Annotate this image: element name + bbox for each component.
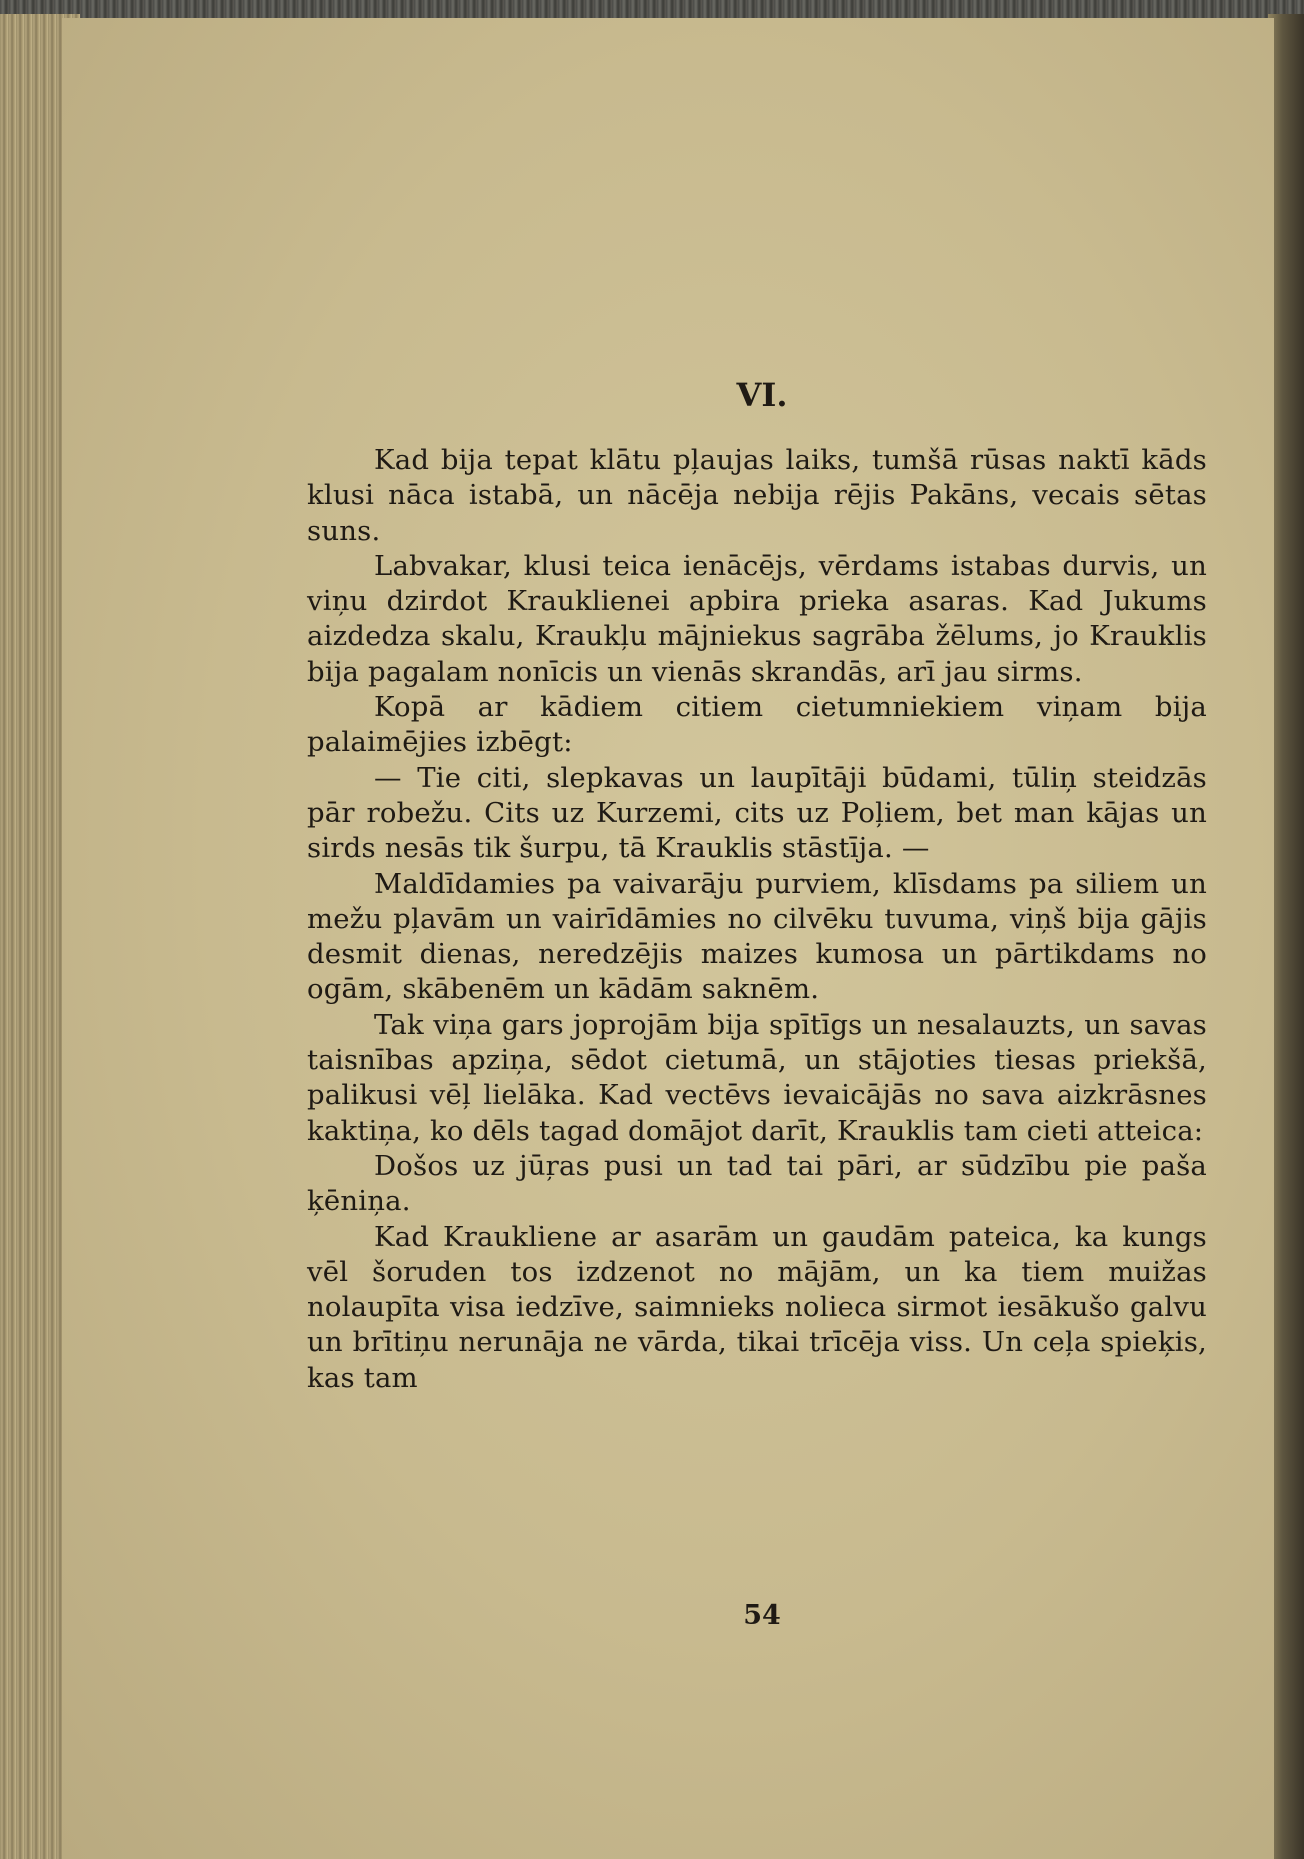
paragraph: Tak viņa gars joprojām bija spītīgs un nesalauzts, un savas taisnības apziņa, sēdot cietumā, un stājoties tiesas priekšā, palikusi vēļ lielāka. Kad vectēvs ievaicājās no sava aizkrāsnes kaktiņa, ko dēls tagad domājot darīt, Krauklis tam cieti atteica:	[307, 1008, 1207, 1147]
body-text	[307, 443, 1207, 1396]
paragraph: Kad Kraukliene ar asarām un gaudām pateica, ka kungs vēl šoruden tos izdzenot no mājām, un ka tiem muižas nolaupīta visa iedzīve, saimnieks nolieca sirmot iesākušo galvu un brītiņu nerunāja ne vārda, tikai trīcēja viss. Un ceļa spieķis, kas tam	[307, 1220, 1207, 1394]
paragraph: Kopā ar kādiem citiem cietumniekiem viņam bija palaimējies izbēgt:	[307, 691, 1207, 759]
page-number: 54	[743, 1600, 781, 1631]
paragraph: Maldīdamies pa vaivarāju purviem, klīsdams pa siliem un mežu pļavām un vairīdāmies no cilvēku tuvuma, viņš bija gājis desmit dienas, neredzējis maizes kumosa un pārtikdams no ogām, skābenēm un kādām saknēm.	[307, 867, 1207, 1006]
paragraph: Kad bija tepat klātu pļaujas laiks, tumšā rūsas naktī kāds klusi nāca istabā, un nācēja nebija rējis Pakāns, vecais sētas suns.	[307, 444, 1207, 547]
paragraph: Došos uz jūŗas pusi un tad tai pāri, ar sūdzību pie paša ķēniņa.	[307, 1149, 1207, 1218]
book-page	[62, 18, 1274, 1859]
chapter-heading: VI.	[736, 376, 788, 414]
paragraph: — Tie citi, slepkavas un laupītāji būdami, tūliņ steidzās pār robežu. Cits uz Kurzemi, cits uz Poļiem, bet man kājas un sirds nesās tik šurpu, tā Krauklis stāstīja. —	[307, 761, 1207, 865]
paragraph: Labvakar, klusi teica ienācējs, vērdams istabas durvis, un viņu dzirdot Krauklienei apbira prieka asaras. Kad Jukums aizdedza skalu, Kraukļu mājniekus sagrāba žēlums, jo Krauklis bija pagalam nonīcis un vienās skrandās, arī jau sirms.	[307, 549, 1207, 688]
